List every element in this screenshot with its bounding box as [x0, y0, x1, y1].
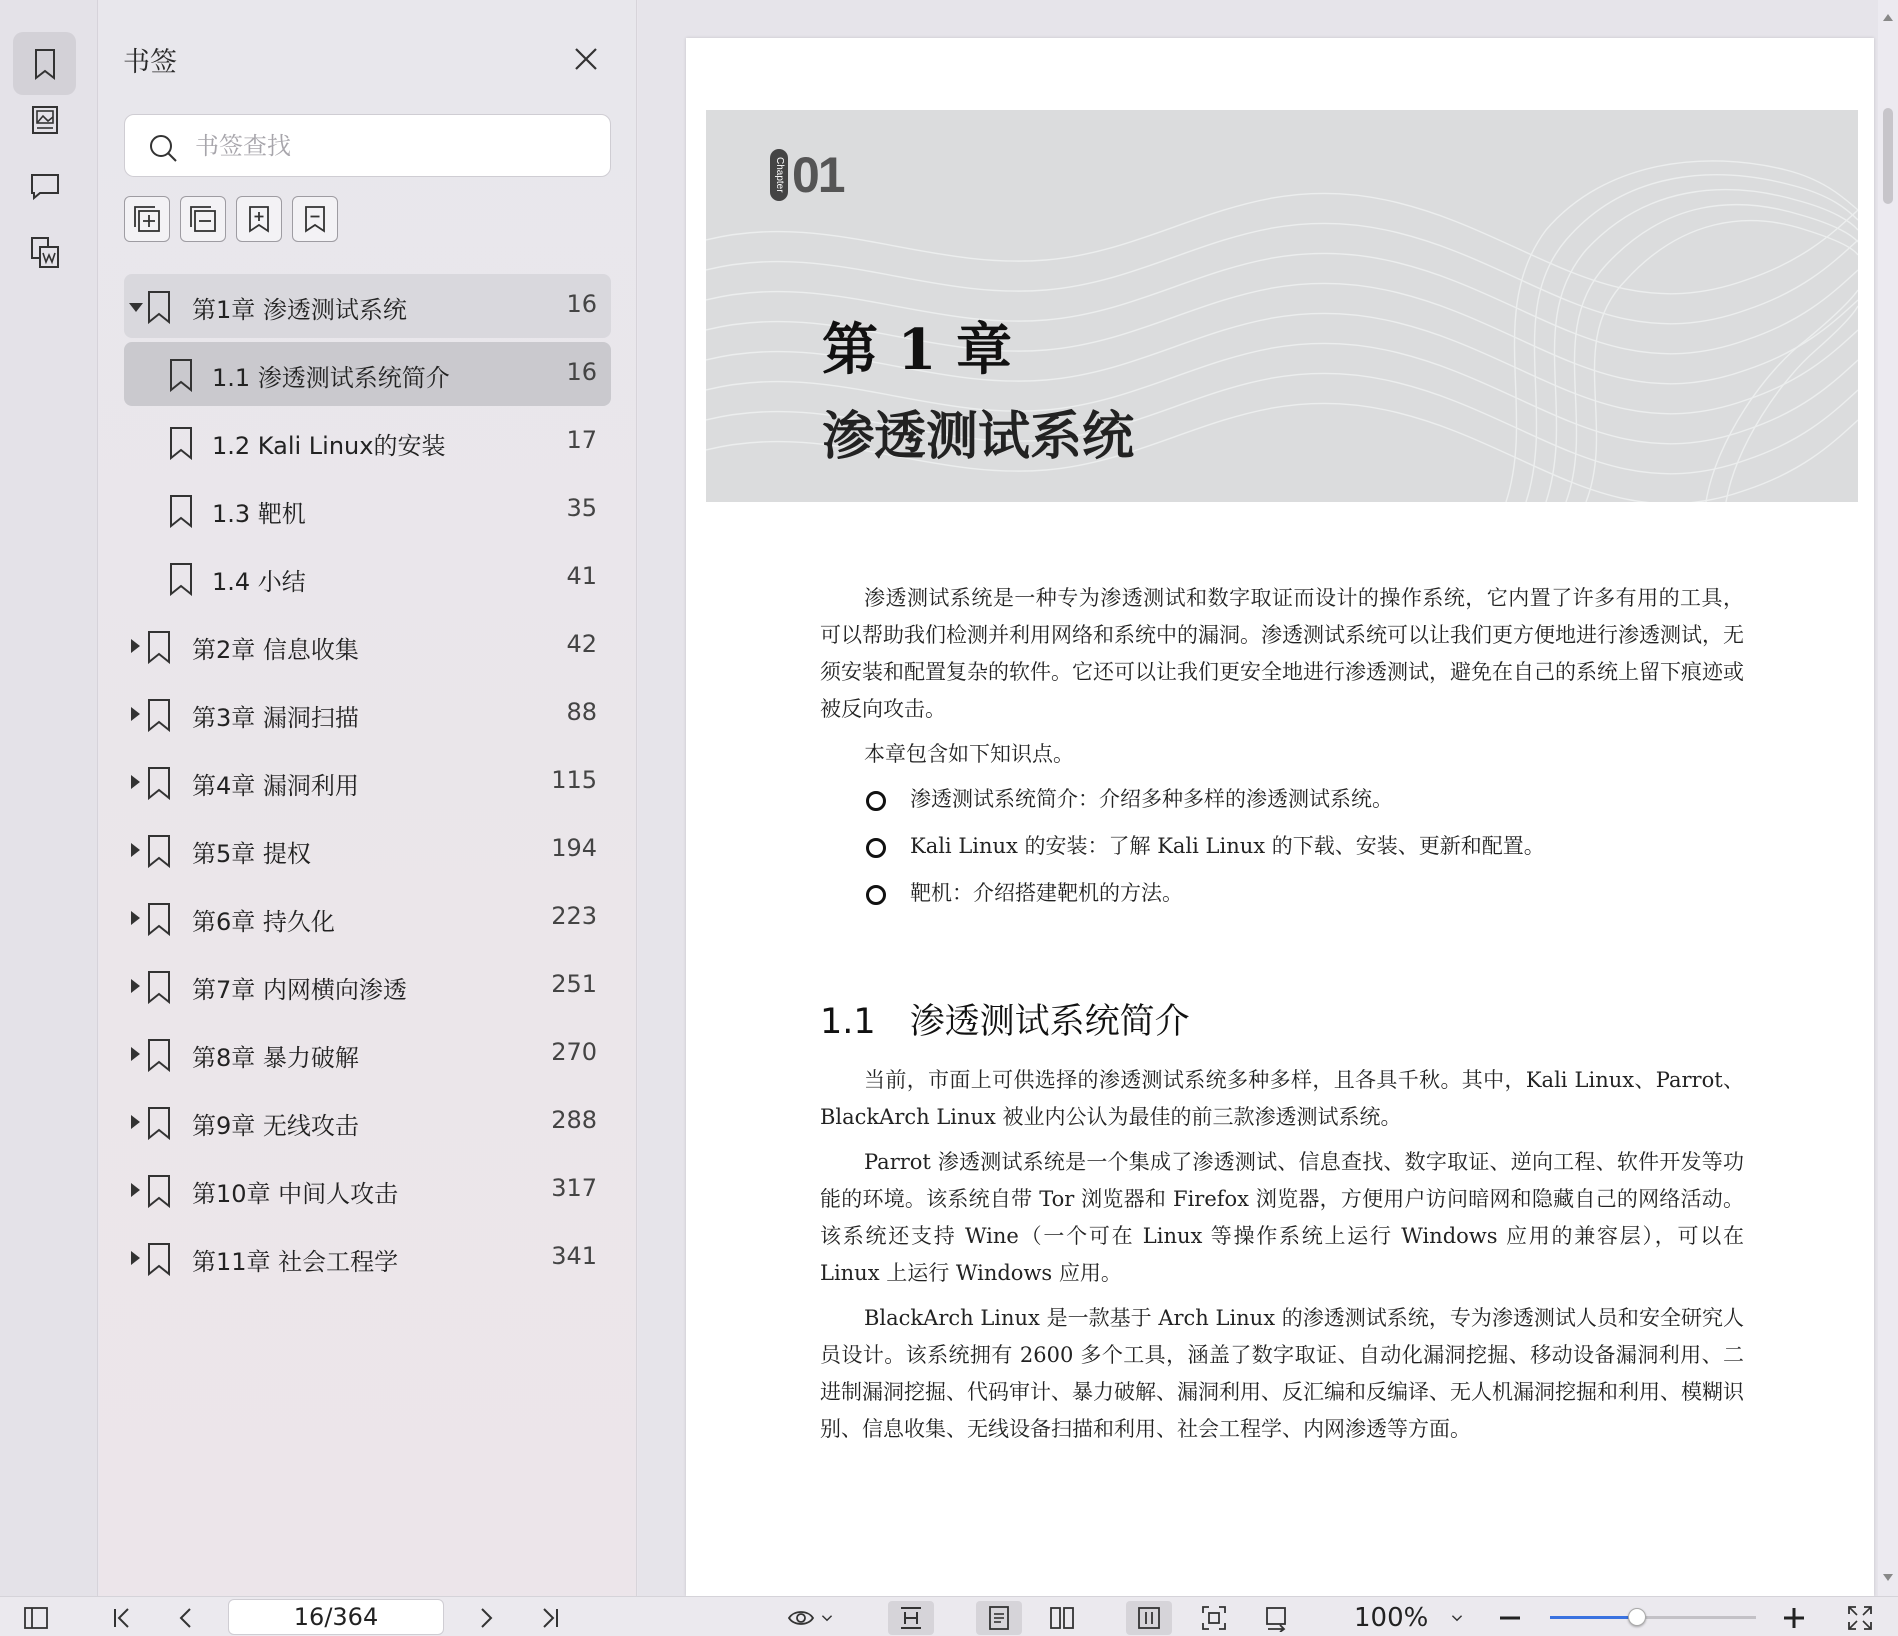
section-title: 渗透测试系统简介 — [909, 1002, 1190, 1042]
chapter-heading: 第 1 章 — [822, 317, 1012, 383]
collapsed-arrow-icon[interactable] — [131, 1115, 140, 1129]
bookmark-page-number: 35 — [566, 494, 597, 522]
bookmark-section[interactable] — [124, 478, 611, 542]
bookmark-page-number: 16 — [566, 290, 597, 318]
bookmark-page-number: 17 — [566, 426, 597, 454]
zoom-dropdown-button[interactable] — [1446, 1601, 1468, 1635]
collapse-all-icon — [188, 204, 218, 234]
bookmark-label: 1.4 小结 — [212, 568, 306, 596]
section-paragraph: 当前，市面上可供选择的渗透测试系统多种多样，且各具千秋。其中，Kali Linux、Parrot、BlackArch Linux 被业内公认为最佳的前三款渗透测试系统。 — [820, 1068, 1744, 1129]
bookmark-chapter[interactable] — [124, 682, 611, 746]
bookmark-label: 第9章 无线攻击 — [192, 1112, 359, 1140]
bookmark-page-number: 288 — [551, 1106, 597, 1134]
bookmark-page-number: 42 — [566, 630, 597, 658]
zoom-out-button[interactable] — [1492, 1601, 1528, 1635]
bookmark-icon — [146, 630, 172, 664]
first-page-button[interactable] — [104, 1601, 140, 1635]
bookmark-label: 1.3 靶机 — [212, 500, 306, 528]
remove-bookmark-button[interactable] — [292, 196, 338, 242]
bookmark-page-number: 16 — [566, 358, 597, 386]
bookmark-label: 第8章 暴力破解 — [192, 1044, 359, 1072]
section-number: 1.1 — [820, 1002, 876, 1042]
first-page-icon — [108, 1604, 136, 1632]
panel-title: 书签 — [123, 47, 177, 78]
close-icon[interactable] — [571, 44, 601, 74]
bookmark-icon — [146, 834, 172, 868]
bookmark-label: 第11章 社会工程学 — [192, 1248, 399, 1276]
bookmark-chapter[interactable] — [124, 1226, 611, 1290]
continuous-scroll-icon — [1135, 1604, 1163, 1632]
bookmark-icon — [168, 426, 194, 460]
bookmark-icon — [168, 358, 194, 392]
thumbnail-panel-button[interactable] — [13, 220, 76, 283]
bookmark-page-number: 223 — [551, 902, 597, 930]
bookmark-page-number: 251 — [551, 970, 597, 998]
bookmark-chapter[interactable] — [124, 1090, 611, 1154]
collapsed-arrow-icon[interactable] — [131, 775, 140, 789]
bullet-item: 靶机：介绍搭建靶机的方法。 — [820, 875, 1744, 912]
chapter-number: 01 — [792, 147, 844, 203]
search-input[interactable] — [195, 127, 595, 165]
chapter-intro — [820, 580, 1744, 922]
bookmark-page-number: 317 — [551, 1174, 597, 1202]
zoom-slider-knob[interactable] — [1628, 1608, 1646, 1626]
image-icon — [28, 103, 62, 137]
bookmark-section[interactable] — [124, 546, 611, 610]
fullscreen-icon — [1846, 1604, 1874, 1632]
chevron-down-icon — [819, 1610, 835, 1626]
collapsed-arrow-icon[interactable] — [131, 707, 140, 721]
last-page-button[interactable] — [532, 1601, 568, 1635]
intro-paragraph: 渗透测试系统是一种专为渗透测试和数字取证而设计的操作系统，它内置了许多有用的工具，可以帮助我们检测并利用网络和系统中的漏洞。渗透测试系统可以让我们更方便地进行渗透测试，无须安装和配置复杂的软件。它还可以让我们更安全地进行渗透测试，避免在自己的系统上留下痕迹或被反向攻击。 — [820, 586, 1744, 721]
scroll-thumb[interactable] — [1883, 108, 1893, 204]
bookmark-label: 第10章 中间人攻击 — [192, 1180, 399, 1208]
bottom-toolbar — [0, 1596, 1898, 1636]
scroll-mode-button[interactable] — [1126, 1601, 1172, 1635]
bookmark-icon — [146, 1106, 172, 1140]
bookmark-search — [124, 114, 611, 177]
bookmark-chapter[interactable] — [124, 750, 611, 814]
bookmark-chapter[interactable] — [124, 1022, 611, 1086]
bullet-item: Kali Linux 的安装：了解 Kali Linux 的下载、安装、更新和配置。 — [820, 828, 1744, 865]
image-panel-button[interactable] — [13, 88, 76, 151]
bookmark-section[interactable] — [124, 410, 611, 474]
knowledge-intro: 本章包含如下知识点。 — [864, 742, 1074, 766]
zoom-in-button[interactable] — [1776, 1601, 1812, 1635]
bookmark-label: 第5章 提权 — [192, 840, 311, 868]
bookmark-tree — [124, 274, 611, 1294]
document-page — [686, 38, 1874, 1596]
previous-page-button[interactable] — [168, 1601, 204, 1635]
zoom-level[interactable]: 100% — [1354, 1603, 1429, 1633]
bookmark-chapter[interactable] — [124, 818, 611, 882]
chapter-label: Chapter — [770, 149, 788, 201]
collapsed-arrow-icon[interactable] — [131, 1047, 140, 1061]
minus-icon — [1496, 1604, 1524, 1632]
add-bookmark-icon — [244, 204, 274, 234]
fullscreen-button[interactable] — [1842, 1601, 1878, 1635]
last-page-icon — [536, 1604, 564, 1632]
bookmark-chapter[interactable] — [124, 1158, 611, 1222]
expand-all-button[interactable] — [124, 196, 170, 242]
collapsed-arrow-icon[interactable] — [131, 1183, 140, 1197]
rotate-icon — [1262, 1604, 1290, 1632]
bookmark-icon — [146, 1038, 172, 1072]
next-page-button[interactable] — [468, 1601, 504, 1635]
collapsed-arrow-icon[interactable] — [131, 639, 140, 653]
search-icon — [147, 132, 179, 164]
bookmark-label: 1.1 渗透测试系统简介 — [212, 364, 450, 392]
comment-panel-button[interactable] — [13, 154, 76, 217]
rotate-button[interactable] — [1258, 1601, 1294, 1635]
bookmark-label: 第7章 内网横向渗透 — [192, 976, 407, 1004]
page-number-input[interactable]: 16/364 — [228, 1599, 444, 1635]
fit-height-button[interactable] — [888, 1601, 934, 1635]
left-rail — [0, 0, 98, 1596]
bookmark-chapter[interactable] — [124, 614, 611, 678]
expanded-arrow-icon[interactable] — [129, 303, 143, 312]
add-bookmark-button[interactable] — [236, 196, 282, 242]
bookmark-panel — [99, 0, 637, 1596]
fit-page-button[interactable] — [1196, 1601, 1232, 1635]
section-paragraph: BlackArch Linux 是一款基于 Arch Linux 的渗透测试系统，专为渗透测试人员和安全研究人员设计。该系统拥有 2600 多个工具，涵盖了数字取证、自动化漏洞挖掘、移动设备漏洞利用、二进制漏洞挖掘、代码审计、暴力破解、漏洞利用、反汇编和反编译、无人机漏洞挖掘和利用、模糊识别、信息收集、无线设备扫描和利用、社会工程学、内网渗透等方面。 — [820, 1306, 1744, 1441]
fit-height-icon — [897, 1604, 925, 1632]
collapsed-arrow-icon[interactable] — [131, 979, 140, 993]
collapsed-arrow-icon[interactable] — [131, 911, 140, 925]
bookmark-toolbar — [124, 196, 338, 242]
bookmark-label: 第1章 渗透测试系统 — [192, 296, 407, 324]
single-page-icon — [985, 1604, 1013, 1632]
bookmark-icon — [146, 290, 172, 324]
document-viewport[interactable] — [638, 0, 1878, 1596]
collapsed-arrow-icon[interactable] — [131, 1251, 140, 1265]
two-page-icon — [1048, 1604, 1076, 1632]
chevron-right-icon — [472, 1604, 500, 1632]
eye-icon — [787, 1604, 815, 1632]
bookmark-chapter[interactable] — [124, 954, 611, 1018]
bookmark-label: 第6章 持久化 — [192, 908, 335, 936]
bookmark-icon — [146, 1174, 172, 1208]
bookmark-label: 第3章 漏洞扫描 — [192, 704, 359, 732]
bookmark-icon — [146, 766, 172, 800]
bookmark-label: 第2章 信息收集 — [192, 636, 359, 664]
section-heading — [820, 994, 1190, 1044]
bookmark-icon — [146, 970, 172, 1004]
bookmark-page-number: 270 — [551, 1038, 597, 1066]
comment-icon — [28, 169, 62, 203]
zoom-slider[interactable] — [1550, 1616, 1756, 1619]
bookmark-chapter[interactable] — [124, 886, 611, 950]
bookmark-icon — [146, 1242, 172, 1276]
bookmark-page-number: 115 — [551, 766, 597, 794]
chapter-banner — [706, 110, 1858, 502]
bookmark-page-number: 341 — [551, 1242, 597, 1270]
single-page-button[interactable] — [976, 1601, 1022, 1635]
fit-page-icon — [1200, 1604, 1228, 1632]
bookmark-page-number: 194 — [551, 834, 597, 862]
section-body — [820, 1062, 1744, 1456]
bookmark-icon — [28, 47, 62, 81]
chevron-down-icon — [1449, 1610, 1465, 1626]
sidebar-toggle-icon — [22, 1604, 50, 1632]
bookmark-label: 1.2 Kali Linux的安装 — [212, 432, 446, 460]
page-thumbnail-icon — [28, 235, 62, 269]
bookmark-page-number: 88 — [566, 698, 597, 726]
chapter-title: 渗透测试系统 — [822, 407, 1135, 467]
two-page-button[interactable] — [1044, 1601, 1080, 1635]
bookmark-icon — [146, 902, 172, 936]
bookmark-panel-button[interactable] — [13, 32, 76, 95]
bookmark-icon — [168, 494, 194, 528]
chevron-left-icon — [172, 1604, 200, 1632]
bookmark-label: 第4章 漏洞利用 — [192, 772, 359, 800]
vertical-scrollbar[interactable] — [1878, 0, 1898, 1596]
chapter-tag — [770, 146, 844, 204]
bookmark-section[interactable] — [124, 342, 611, 406]
bookmark-chapter[interactable] — [124, 274, 611, 338]
view-mode-dropdown[interactable] — [780, 1601, 842, 1635]
collapsed-arrow-icon[interactable] — [131, 843, 140, 857]
toggle-sidebar-button[interactable] — [18, 1601, 54, 1635]
remove-bookmark-icon — [300, 204, 330, 234]
bookmark-icon — [146, 698, 172, 732]
bookmark-icon — [168, 562, 194, 596]
bookmark-page-number: 41 — [566, 562, 597, 590]
collapse-all-button[interactable] — [180, 196, 226, 242]
scroll-up-arrow-icon[interactable] — [1883, 14, 1893, 21]
expand-all-icon — [132, 204, 162, 234]
zoom-slider-fill — [1550, 1616, 1637, 1619]
bullet-item: 渗透测试系统简介：介绍多种多样的渗透测试系统。 — [820, 781, 1744, 818]
plus-icon — [1780, 1604, 1808, 1632]
section-paragraph: Parrot 渗透测试系统是一个集成了渗透测试、信息查找、数字取证、逆向工程、软件开发等功能的环境。该系统自带 Tor 浏览器和 Firefox 浏览器，方便用户访问暗网和隐藏自己的网络活动。该系统还支持 Wine（一个可在 Linux 等操作系统上运行 Windows 应用的兼容层），可以在 Linux 上运行 Windows 应用。 — [820, 1150, 1744, 1285]
scroll-down-arrow-icon[interactable] — [1883, 1574, 1893, 1581]
